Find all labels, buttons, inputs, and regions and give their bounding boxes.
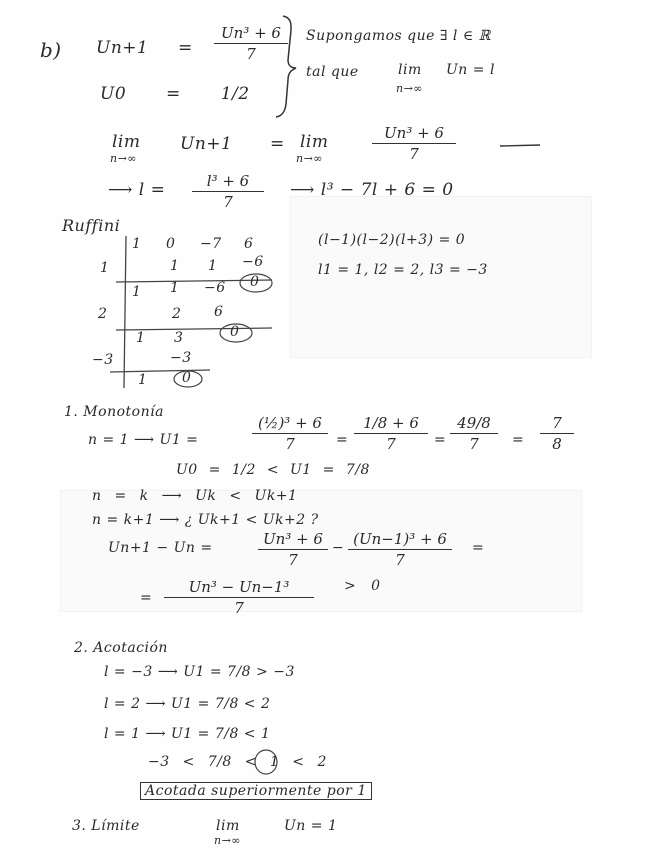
ruffini-cell: 1 — [170, 258, 180, 274]
ruffini-factored: (l−1)(l−2)(l+3) = 0 — [318, 232, 466, 248]
frac-num: 49/8 — [457, 414, 491, 432]
ruffini-cell: 0 — [250, 274, 260, 290]
ruffini-cell: −6 — [204, 280, 226, 296]
monotonia-nk1: n = k+1 ⟶ ¿ Uk+1 < Uk+2 ? — [92, 512, 319, 528]
ruffini-cell: 1 — [136, 330, 146, 346]
assumption-rest: Un = l — [446, 62, 495, 78]
acotacion-l2: l = 2 ⟶ U1 = 7/8 < 2 — [104, 696, 271, 712]
frac-num: Un³ + 6 — [263, 530, 323, 548]
acotacion-chain: −3 < 7/8 < 1 < 2 — [148, 754, 327, 770]
fraction-bar — [354, 433, 428, 434]
monotonia-title: 1. Monotonía — [64, 404, 164, 420]
fraction-bar — [540, 433, 574, 434]
limit-num: Un³ + 6 — [384, 124, 444, 142]
limit-lim-2: lim — [300, 132, 329, 152]
acotacion-l1: l = 1 ⟶ U1 = 7/8 < 1 — [104, 726, 271, 742]
monotonia-frac-4 — [540, 414, 574, 453]
limit-lim-1: lim — [112, 132, 141, 152]
ruffini-cell: 0 — [230, 324, 240, 340]
fraction-bar — [348, 549, 452, 550]
ruffini-cell: −6 — [242, 254, 264, 270]
limit-eq: = — [270, 134, 285, 154]
assumption-line-2: tal que — [306, 64, 359, 80]
initial-value: U0 = 1/2 — [100, 84, 250, 104]
limit-line2-den: 7 — [223, 193, 233, 211]
ruffini-cell: 1 — [208, 258, 218, 274]
ruffini-hline-1 — [116, 280, 272, 282]
fraction-bar — [372, 143, 456, 144]
monotonia-diff-minus: − — [332, 540, 345, 556]
monotonia-res-frac — [164, 578, 314, 617]
monotonia-frac-1 — [252, 414, 328, 453]
ruffini-cell: −3 — [92, 352, 114, 368]
ruffini-cell: −3 — [170, 350, 192, 366]
monotonia-n1-prefix: n = 1 ⟶ U1 = — [88, 432, 199, 448]
ruffini-cell: 1 — [138, 372, 148, 388]
fraction-bar — [164, 597, 314, 598]
frac-den: 7 — [285, 435, 295, 453]
monotonia-eq-4: = — [512, 432, 525, 448]
assumption-lim-sub: n→∞ — [396, 82, 423, 95]
limit-den: 7 — [409, 145, 419, 163]
limit-line2-num: l³ + 6 — [206, 172, 250, 190]
frac-num: (½)³ + 6 — [258, 414, 322, 432]
ruffini-cell: 0 — [166, 236, 176, 252]
frac-num: 1/8 + 6 — [363, 414, 419, 432]
fraction-bar — [252, 433, 328, 434]
recurrence-den: 7 — [246, 45, 256, 63]
ruffini-hline-3 — [110, 370, 210, 372]
frac-den: 7 — [469, 435, 479, 453]
acotacion-l3: l = −3 ⟶ U1 = 7/8 > −3 — [104, 664, 295, 680]
limit-line2-start: ⟶ l = — [108, 180, 166, 200]
acotacion-boxed-conclusion: Acotada superiormente por 1 — [140, 782, 372, 800]
frac-den: 8 — [552, 435, 562, 453]
limit-lim-2-sub: n→∞ — [296, 152, 323, 165]
frac-num: (Un−1)³ + 6 — [353, 530, 447, 548]
monotonia-diff-eq: = — [472, 540, 485, 556]
monotonia-res-eq: = — [140, 590, 153, 606]
ruffini-cell: 1 — [132, 284, 142, 300]
monotonia-diff-frac-2 — [348, 530, 452, 569]
arrow-stroke — [500, 145, 540, 146]
ruffini-cell: 1 — [100, 260, 110, 276]
limit-fraction — [372, 124, 456, 163]
frac-den: 7 — [386, 435, 396, 453]
recurrence-num: Un³ + 6 — [221, 24, 281, 42]
monotonia-eq-3: = — [434, 432, 447, 448]
limite-lim: lim — [216, 818, 240, 834]
limite-rest: Un = 1 — [284, 818, 338, 834]
fraction-bar — [192, 191, 264, 192]
monotonia-compare: U0 = 1/2 < U1 = 7/8 — [176, 462, 370, 478]
frac-num: 7 — [552, 414, 562, 432]
ruffini-cell: 6 — [214, 304, 224, 320]
ruffini-cell: 1 — [132, 236, 142, 252]
fraction-bar — [214, 43, 288, 44]
frac-den: 7 — [234, 599, 244, 617]
recurrence-lhs: Un+1 — [96, 38, 149, 58]
assumption-lim: lim — [398, 62, 422, 78]
recurrence-fraction — [214, 24, 288, 63]
frac-den: 7 — [288, 551, 298, 569]
limite-title: 3. Límite — [72, 818, 140, 834]
limit-line2-end: ⟶ l³ − 7l + 6 = 0 — [290, 180, 454, 200]
ruffini-title: Ruffini — [62, 216, 121, 235]
monotonia-diff-frac-1 — [258, 530, 328, 569]
ruffini-roots: l1 = 1, l2 = 2, l3 = −3 — [318, 262, 488, 278]
monotonia-res-gt: > 0 — [344, 578, 381, 594]
limit-lim-1-sub: n→∞ — [110, 152, 137, 165]
monotonia-frac-3 — [450, 414, 498, 453]
ruffini-cell: 0 — [182, 370, 192, 386]
recurrence-eq: = — [178, 38, 193, 58]
monotonia-diff-prefix: Un+1 − Un = — [108, 540, 213, 556]
monotonia-eq-2: = — [336, 432, 349, 448]
ruffini-cell: 6 — [244, 236, 254, 252]
ruffini-cell: 2 — [172, 306, 182, 322]
ruffini-cell: 3 — [174, 330, 184, 346]
monotonia-nk: n = k ⟶ Uk < Uk+1 — [92, 488, 298, 504]
part-label: b) — [40, 38, 62, 62]
frac-den: 7 — [395, 551, 405, 569]
ruffini-vertical-line — [124, 236, 126, 388]
limit-lhs: Un+1 — [180, 134, 233, 154]
ruffini-cell: 2 — [98, 306, 108, 322]
ruffini-cell: 1 — [170, 280, 180, 296]
limite-lim-sub: n→∞ — [214, 834, 241, 847]
fraction-bar — [258, 549, 328, 550]
fraction-bar — [450, 433, 498, 434]
ruffini-cell: −7 — [200, 236, 222, 252]
monotonia-frac-2 — [354, 414, 428, 453]
assumption-line-1: Supongamos que ∃ l ∈ ℝ — [306, 28, 491, 44]
limit-line2-fraction — [192, 172, 264, 211]
frac-num: Un³ − Un−1³ — [188, 578, 290, 596]
acotacion-title: 2. Acotación — [74, 640, 168, 656]
